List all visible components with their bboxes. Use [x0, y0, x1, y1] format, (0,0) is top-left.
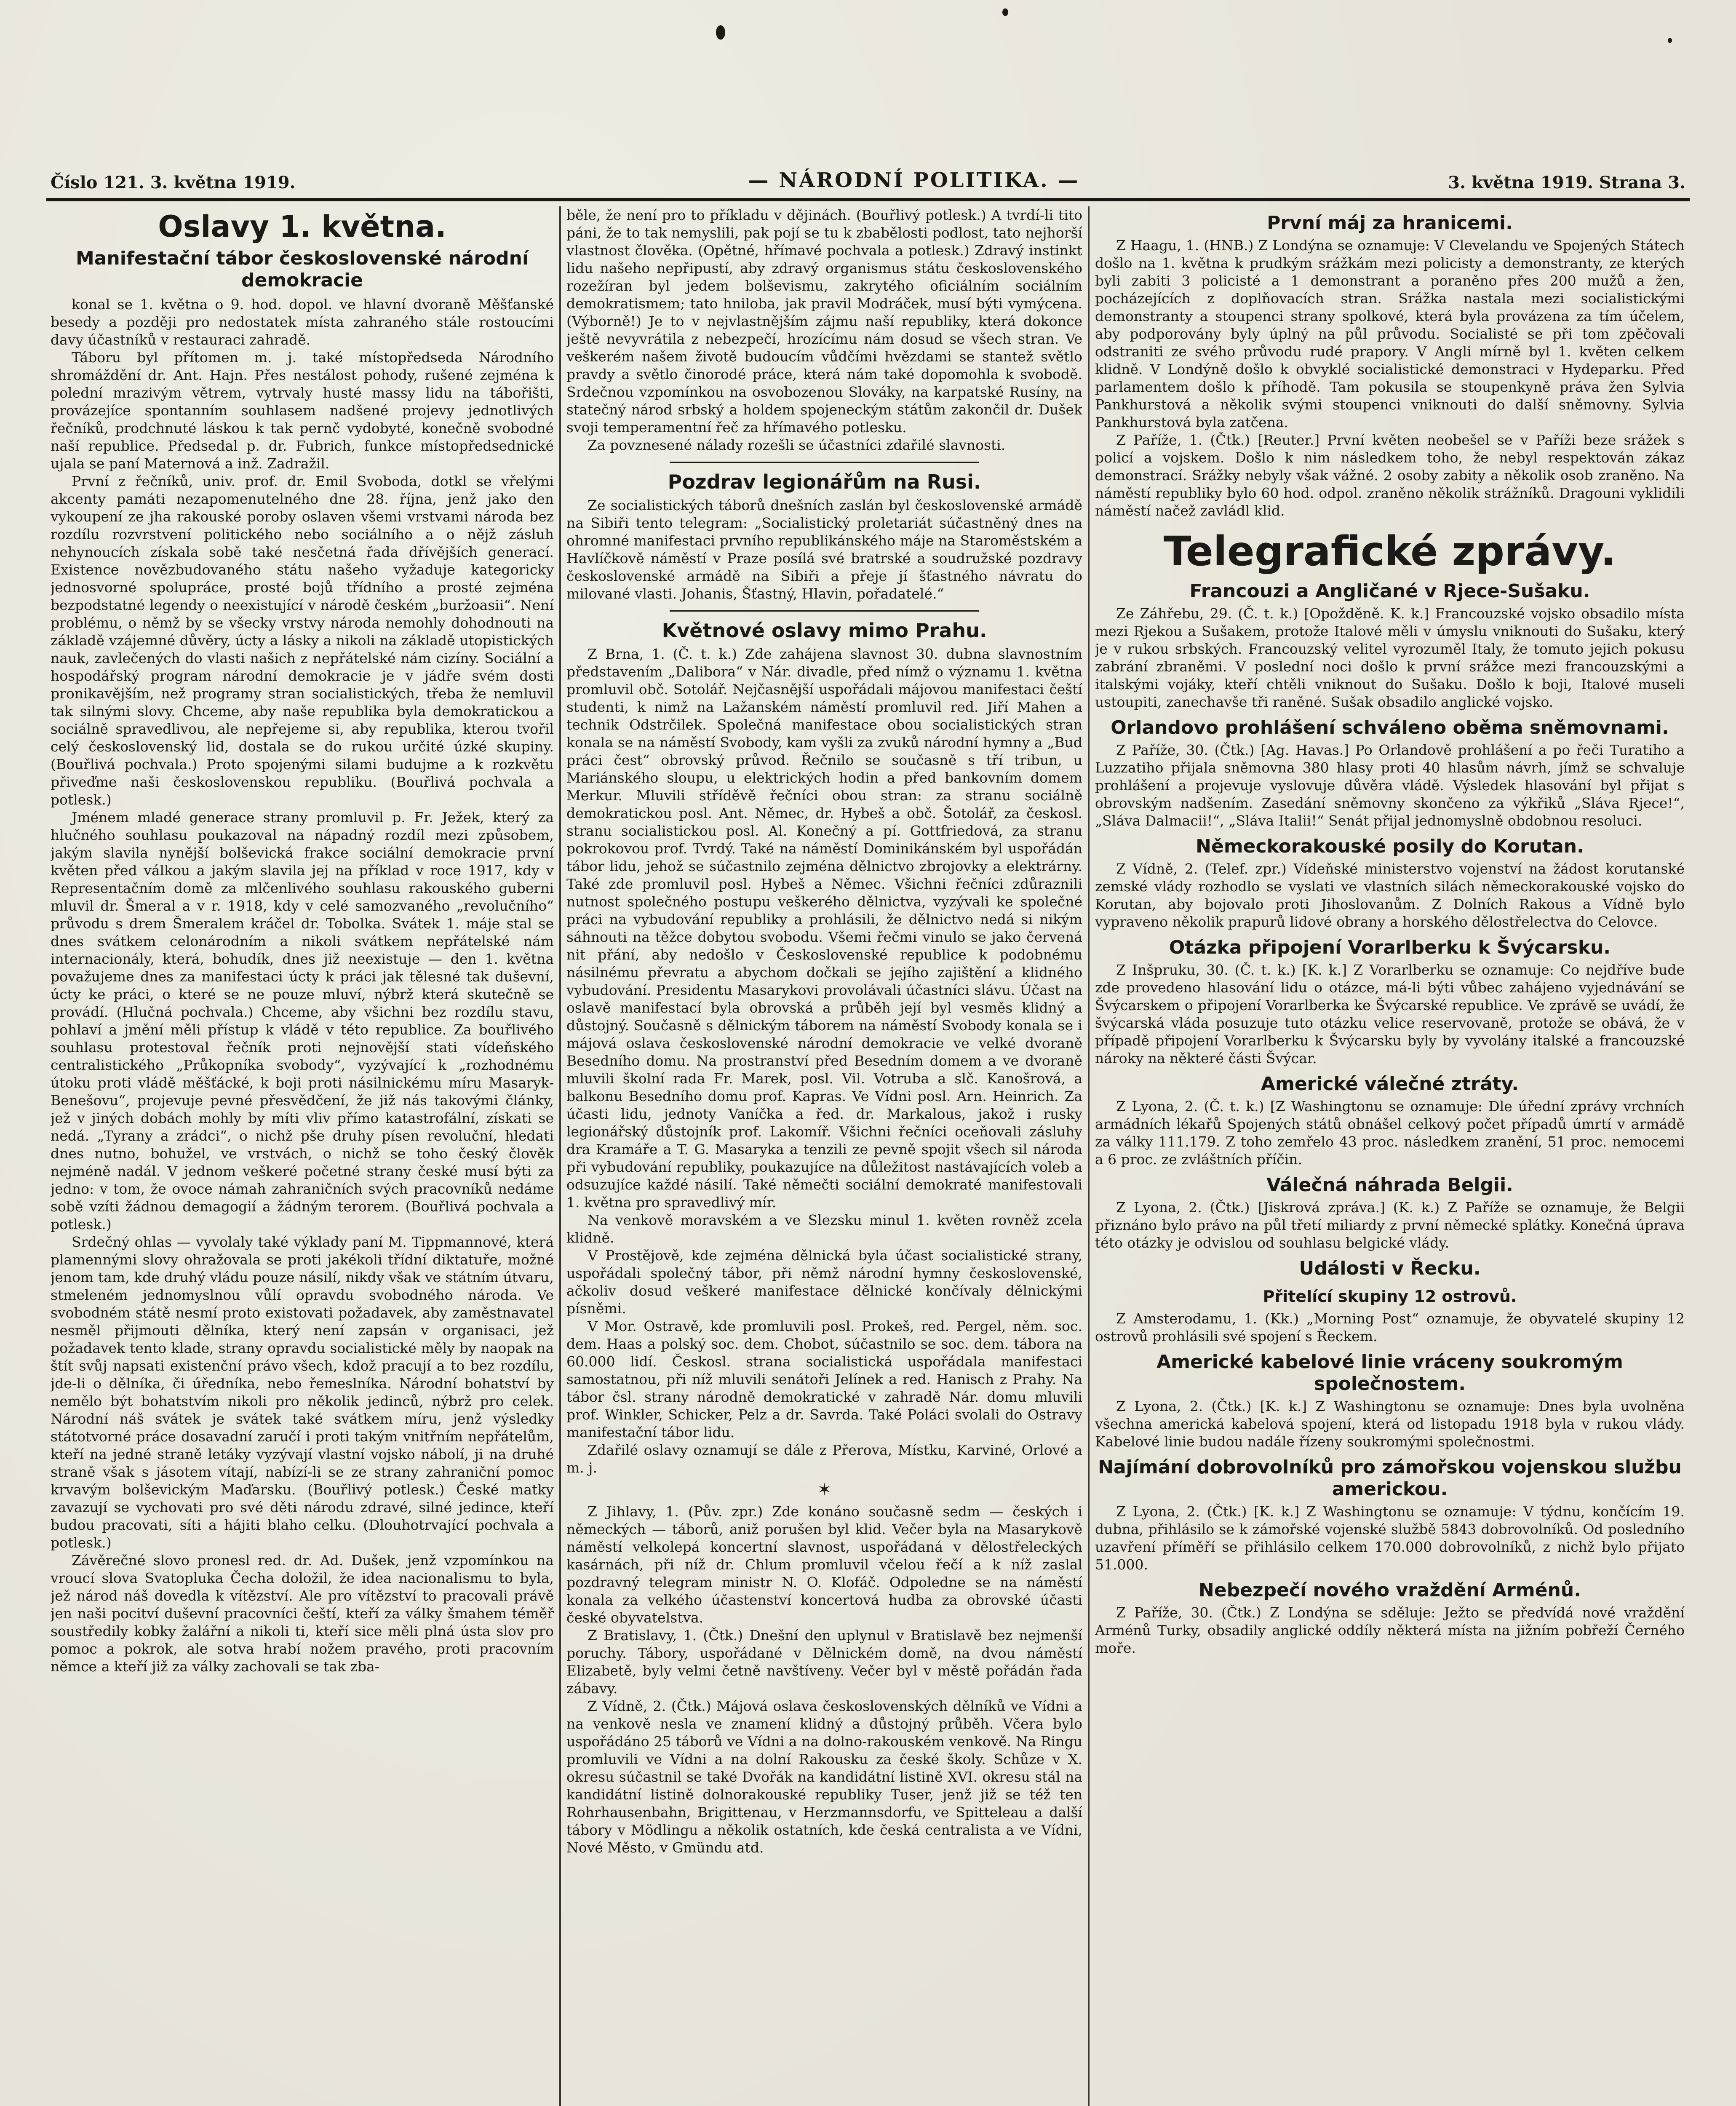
paragraph: Z Paříže, 1. (Čtk.) [Reuter.] První květen neobešel se v Paříži beze srážek s policí a vojskem. Došlo k nim následkem toho, že nebyl respektován zákaz demonstrací. Srážky nebyly však vážné. 2 osoby zabity a několik osob zraněno. Na náměstí republiky bylo 60 hod. odpol. zraněno několik strážníků. Dragouni vyklidili náměstí načež zavládl klid. [1095, 432, 1685, 519]
column-1 [51, 206, 554, 2106]
paragraph: Ze Záhřebu, 29. (Č. t. k.) [Opožděně. K. k.] Francouzské vojsko obsadilo místa mezi Rjekou a Sušakem, protože Italové měli v úmyslu vniknouti do Sušaku, který je v rukou srbských. Francouzský velitel vyrozuměl Italy, že tomuto jejich pokusu zabrání zbraněmi. V poslední noci došlo k první srážce mezi francouzskými a italskými vojáky, kteří chtěli vniknout do Sušaku. Došlo k boji, Italové museli ustoupiti, zanechavše tři raněné. Sušak obsadilo anglické vojsko. [1095, 605, 1685, 710]
article-subtitle: Přitelící skupiny 12 ostrovů. [1263, 1287, 1517, 1306]
article-subtitle: Manifestační tábor československé národní demokracie [75, 248, 529, 291]
paragraph: Z Jihlavy, 1. (Pův. zpr.) Zde konáno současně sedm — českých i německých — táborů, aniž porušen byl klid. Večer byla na Masarykově náměstí velkolepá koncertní slavnost, uspořádaná v dělostřeleckých kasárnách, při níž dr. Chlum promluvil včelou řečí a k níž zaslal pozdravný telegram ministr N. O. Klofáč. Odpoledne se na náměstí konala za velkého účastenství koncertová hudba za obrovské účasti české obyvatelstva. [566, 1503, 1082, 1626]
paragraph: Ze socialistických táborů dnešních zaslán byl československé armádě na Sibiři tento telegram: „Socialistický proletariát súčastněný dnes na ohromné manifestaci prvního republikánského máje na Staroměstském a Havlíčkově náměstí v Praze posílá své bratrské a soudružské pozdravy československé armádě na Sibiři a přeje jí šťastného návratu do milované vlasti. Johanis, Šťastný, Hlavin, pořadatelé.“ [566, 497, 1082, 602]
paragraph: Jménem mladé generace strany promluvil p. Fr. Ježek, který za hlučného souhlasu poukazoval na nápadný rozdíl mezi způsobem, jakým slavila nynější bolševická frakce sociální demokracie první květen před válkou a jakým slavila jej na příklad v roce 1917, kdy v Representačním domě za mlčenlivého souhlasu rakouského guberni mluvil dr. Šmeral a v r. 1918, kdy v celé samozvaného „revolučního“ průvodu s drem Šmeralem kráčel dr. Tobolka. Svátek 1. máje stal se dnes svátkem celonárodním a nikoli svátkem nepřátelské nám internacionály, která, bohudík, dnes již neexistuje — den 1. května považujeme dnes za manifestaci úcty k práci jak tělesné tak duševní, úcty ke práci, o které se ne pouze mluví, nýbrž která skutečně se provádí. (Hlučná pochvala.) Chceme, aby všichni bez rozdílu stavu, pohlaví a jmění měli přístup k vládě v této republice. Za bouřlivého souhlasu protestoval řečník proti nejnovější stati vídeňského centralistického „Průkopníka svobody“, vyzývající k „rozhodnému útoku proti vládě měšťácké, k boji proti násilnickému míru Masaryk-Benešovu“, projevuje pevné přesvědčení, že již nás takovými články, jež v jiných dobách mohly by míti vliv přímo katastrofální, získati se nedá. „Tyrany a zrádci“, o nichž pše druhy písen revoluční, hledati dnes nutno, bohužel, ve vrstvách, o nichž se toho český člověk nejméně nadál. V jednom veškeré početné strany české musí býti za jedno: v tom, že ovoce námah zahraničních svých pracovníků nedáme sobě vzíti žádnou demagogií a žádným terorem. (Bouřlivá pochvala a potlesk.) [51, 809, 554, 1232]
paragraph: Z Vídně, 2. (Čtk.) Májová oslava československých dělníků ve Vídni a na venkově nesla ve znamení klidný a důstojný průběh. Včera bylo uspořádáno 25 táborů ve Vídni a na dolno-rakouském venkově. Na Ringu promluvili ve Vídni a na dolní Rakousku za české školy. Schůze v X. okresu súčastnil se také Dvořák na kandidátní listině XVI. okresu stál na kandidátní listině dolnorakouské republiky Tuser, jenž již se též ten Rohrhausenbahn, Brigittenau, v Herzmannsdorfu, ve Spitteleau a další tábory v Mödlingu a několik ostatních, kde česká centralista a ve Vídni, Nové Město, v Gmündu atd. [566, 1698, 1082, 1856]
paragraph: Srdečný ohlas — vyvolaly také výklady paní M. Tippmannové, která plamennými slovy ohražovala se proti jakékoli třídní diktatuře, možné jenom tam, kde druhý vládu pouze násilí, nikdy však ve státním útvaru, stmeleném jednomyslnou vůlí opravdu svobodného národa. Ve svobodném státě nesmí proto existovati požadavek, aby zaměstnavatel nesměl přijmouti dělníka, který není zapsán v organisaci, jež požadavek tento klade, strany opravdu socialistické měly by naopak na štít svůj napsati existenční právo všech, kdož pracují a to bez rozdílu, jde-li o dělníka, či úředníka, nebo řemeslníka. Národní bohatství by nemělo být bohatstvím nikoli pro několik jedinců, nýbrž pro celek. Národní náš svátek je svátek také svátkem míru, jenž výsledky státotvorné práce dosavadní zaručí i proti takým vnitřním nepřátelům, kteří na jedné straně letáky vyzývají vlastní vojsko nábolí, ji na druhé straně však s jásotem vítají, nabízí-li se ze strany zahraniční pomoc krvavým bolševickým Maďarsku. (Bouřlivý potlesk.) České matky zavazují se vychovati pro své děti národu zdravé, silné jedince, kteří budou pracovati, síti a hájiti blaho celku. (Dlouhotrvající pochvala a potlesk.) [51, 1234, 554, 1551]
date-and-page: 3. května 1919. Strana 3. [1448, 173, 1685, 192]
paragraph: Z Brna, 1. (Č. t. k.) Zde zahájena slavnost 30. dubna slavnostním představením „Dalibora“ v Nár. divadle, před nímž o významu 1. května promluvil obč. Sotolář. Nejčasnější uspořádali májovou manifestaci čeští studenti, k nimž na Lažanském náměstí promluvil red. Jiří Mahen a technik Odstrčilek. Společná manifestace obou socialistických stran konala se na náměstí Svobody, kam vyšli za zvuků národní hymny a „Buď práci čest“ obrovský průvod. Řečnilo se současně s tří tribun, u Mariánského sloupu, u elektrických hodin a před bankovním domem Merkur. Mluvili stříděvě řečníci obou stran: za stranu sociálně demokratickou posl. Ant. Němec, dr. Hybeš a obč. Šotolář, za českosl. stranu socialistickou posl. Al. Konečný a pí. Gottfriedová, za stranu pokrokovou prof. Tvrdý. Také na náměstí Dominikánském byl uspořádán tábor lidu, jehož se súčastnilo zejména dělnictvo zbrojovky a elektrárny. Také zde promluvil posl. Hybeš a Němec. Všichni řečníci zdůraznili nutnost společného postupu veškerého dělnictva, vyzývali ke společné práci na vybudování republiky a prohlásili, že dělnictvo nedá si nikým sáhnouti na těžce dobytou svobodu. Všemi řečmi vinulo se jako červená nit přání, aby nedošlo v Československé republice k podobnému násilnému převratu a abychom dočkali se jejího zajištění a klidného vybudování. Presidentu Masarykovi provolávali účastníci slávu. Účast na oslavě manifestací byla obrovská a průběh její byl vesměs klidný a důstojný. Současně s dělnickým táborem na náměstí Svobody konala se i májová oslava československé národní demokracie ve velké dvoraně Besedního domu. Na prostranství před Besedním domem a ve dvoraně mluvili školní rada Fr. Marek, posl. Vil. Votruba a slč. Kanošrová, a balkonu Besedního domu prof. Kapras. Ve Vídni posl. Arn. Heinrich. Za účasti lidu, jednoty Vaníčka a řed. dr. Markalous, jakož i rusky legionářský důstojník prof. Lakomíř. Všichni řečníci oceňovali zásluhy dra Kramáře a T. G. Masaryka a tenzili ze pevně spojit všech sil národa při vybudování republiky, poukazujíce na důležitost nastávajících voleb a odsuzujíce každé násilí. Také němečti sociální demokraté manifestovali 1. května pro spravedlivý mír. [566, 646, 1082, 1211]
article-title: První máj za hranicemi. [1267, 212, 1513, 234]
paragraph: Z Lyona, 2. (Čtk.) [Jiskrová zpráva.] (K. k.) Z Paříže se oznamuje, že Belgii přiznáno bylo právo na půl třetí miliardy z první německé splátky. Konečná úprava této otázky je odvislou od souhlasu belgické vlády. [1095, 1199, 1685, 1251]
article-title: Události v Řecku. [1299, 1258, 1481, 1279]
article-title: Najímání dobrovolníků pro zámořskou vojenskou službu americkou. [1098, 1457, 1682, 1500]
issue-number: Číslo 121. 3. května 1919. [51, 173, 296, 192]
newspaper-masthead: — NÁRODNÍ POLITIKA. — [748, 168, 1080, 192]
paragraph: Z Vídně, 2. (Telef. zpr.) Vídeňské ministerstvo vojenství na žádost korutanské zemské vlády rozhodlo se vyslati ve vlastních silách německorakouské vojsko do Korutan, aby bojovalo proti Jihoslovanům. Z Dolních Rakous a Vídně bylo vypraveno několik prapurů lidové obrany a horského dělostřelectva do Celovce. [1095, 861, 1685, 930]
paragraph: konal se 1. května o 9. hod. dopol. ve hlavní dvoraně Měšťanské besedy a později pro nedostatek místa zahraného stále rostoucími davy účastníků v restauraci zahradě. [51, 296, 554, 348]
column-divider [559, 206, 561, 2106]
column-3 [1095, 206, 1685, 2106]
paragraph: V Mor. Ostravě, kde promluvili posl. Prokeš, red. Pergel, něm. soc. dem. Haas a polský soc. dem. Chobot, súčastnilo se soc. dem. tábora na 60.000 lidí. Českosl. strana socialistická uspořádala manifestaci samostatnou, při níž mluvili senátoři Jelínek a red. Hanisch z Prahy. Na tábor čsl. strany národně demokratické v zahradě Nár. domu mluvili prof. Winkler, Schicker, Pelz a dr. Savrda. Také Poláci svolali do Ostravy manifestační tábor lidu. [566, 1318, 1082, 1441]
article-title: Německorakouské posily do Korutan. [1196, 836, 1584, 857]
article-title: Válečná náhrada Belgii. [1266, 1174, 1513, 1196]
section-title: Telegrafické zprávy. [1163, 528, 1616, 575]
article-title: Americké kabelové linie vráceny soukromým společnostem. [1156, 1351, 1623, 1395]
scan-speck [1002, 8, 1008, 16]
article-title: Orlandovo prohlášení schváleno oběma sněmovnami. [1111, 717, 1669, 738]
paragraph: Z Lyona, 2. (Č. t. k.) [Z Washingtonu se oznamuje: Dle úřední zprávy vrchních armádních lékařů Spojených států obnášel celkový počet případů úmrtí v armádě za války 111.179. Z toho zemřelo 43 proc. následkem zranění, 51 proc. nemocemi a 6 proc. ze zvláštních příčin. [1095, 1098, 1685, 1168]
article-title: Oslavy 1. května. [158, 209, 446, 244]
paragraph: Z Lyona, 2. (Čtk.) [K. k.] Z Washingtonu se oznamuje: V týdnu, končícím 19. dubna, přihlásilo se k zámořské vojenské službě 5843 dobrovolníků. Od posledního uzavření příměří se přihlásilo celkem 170.000 dobrovolníků, z nichž bylo přijato 51.000. [1095, 1503, 1685, 1573]
paragraph: Z Lyona, 2. (Čtk.) [K. k.] Z Washingtonu se oznamuje: Dnes byla uvolněna všechna americká kabelová spojení, která od listopadu 1918 byla v rukou vlády. Kabelové linie budou nadále řízeny soukromými společnostmi. [1095, 1398, 1685, 1450]
paragraph: Závěrečné slovo pronesl red. dr. Ad. Dušek, jenž vzpomínkou na vroucí slova Svatopluka Čecha doložil, že idea nacionalismu to byla, jež národ náš dovedla k vítězství. Ale pro vítězství to pracovali právě jen naši pocitví duševní pracovníci čeští, kteří za války šmahem téměř soustředily kobky žalářní a nikoli ti, kteří sice měli plná ústa slov pro pomoc a pokrok, ale sotva hrabí nožem pravého, proti pracovním němce a kteří již za války zachovali se tak zba- [51, 1552, 554, 1675]
paragraph: Za povznesené nálady rozešli se účastníci zdařilé slavnosti. [588, 437, 1006, 453]
paragraph: běle, že není pro to příkladu v dějinách. (Bouřlivý potlesk.) A tvrdí-li tito páni, že to tak nemyslili, pak pojí se tu k zbabělosti podlost, tato nejhorší vlastnost člověka. (Opětné, hřímavé pochvala a potlesk.) Zdravý instinkt lidu našeho nepřipustí, aby zdravý organismus státu československého rozežíran byl jedem bolševismu, zakrytého oficiálním sociálním demokratismem; tato hniloba, jak pravil Modráček, musí býti vymýcena. (Výborně!) Je to v nejvlastnějším zájmu naší republiky, která dokonce ještě nevyvrátila z nebezpečí, hrozícímu nám dosud se všech stran. Ve veškerém našem životě budoucím vůdčími hvězdami se stantež světlo pravdy a světlo činorodé práce, která nám také dopomohla k svobodě. Srdečnou vzpomínkou na osvobozenou Slováky, na karpatské Rusíny, na statečný národ srbský a holdem spojeneckým státům zakončil dr. Dušek svoji temperamentní řeč za hřímavého potlesku. [566, 207, 1082, 436]
paragraph: Zdařilé oslavy oznamují se dále z Přerova, Místku, Karviné, Orlové a m. j. [566, 1442, 1082, 1476]
article-title: Nebezpečí nového vraždění Arménů. [1199, 1580, 1581, 1601]
paragraph: Z Inšpruku, 30. (Č. t. k.) [K. k.] Z Vorarlberku se oznamuje: Co nejdříve bude zde provedeno hlasování lidu o otázce, má-li býti vůbec zahájeno vyjednávání se Švýcarskem o připojení Vorarlberka ke Švýcarské republice. Ve zprávě se uvádí, že švýcarská vláda posuzuje tuto otázku velice reservovaně, protože se obává, že v případě připojení Vorarlberku k Švýcarsku byly by vyvolány italské a francouzské nároky na některé části Švýcar. [1095, 962, 1685, 1066]
column-2 [566, 206, 1082, 2106]
paragraph: Na venkově moravském a ve Slezsku minul 1. květen rovněž zcela klidně. [566, 1212, 1082, 1246]
header-rule [46, 198, 1690, 201]
article-title: Americké válečné ztráty. [1261, 1073, 1519, 1095]
paragraph: V Prostějově, kde zejména dělnická byla účast socialistické strany, uspořádali společný tábor, při němž národní hymny československé, ačkoliv dosud veškeré manifestace dělnické končívaly dělnickými písněmi. [566, 1247, 1082, 1317]
page-header [51, 168, 1685, 202]
paragraph: Z Haagu, 1. (HNB.) Z Londýna se oznamuje: V Clevelandu ve Spojených Státech došlo na 1. května k prudkým srážkám mezi policisty a demonstranty, ze kterých byli zabiti 3 policisté a 1 demonstrant a poraněno přes 200 mužů a žen, pocházejících z doplňovacích stran. Srážka nastala mezi socialistickými demonstranty a stoupenci strany spolkové, která byla provázena za tím účelem, aby podporovány byly úplný na půl průvodu. Socialisté se při tom zpěčovali odstraniti ze svého průvodu rudé prapory. V Angli mírně byl 1. květen celkem klidně. V Londýně došlo k obvyklé socialistické demonstraci v Hydeparku. Před parlamentem došlo k příhodě. Tam pokusila se stoupenkyně práva žen Sylvia Pankhurstová a několik svými stoupenci vniknouti do další sněmovny. Sylvia Pankhurstová byla zatčena. [1095, 237, 1685, 430]
scan-speck [716, 25, 725, 40]
article-title: Francouzi a Angličané v Rjece-Sušaku. [1189, 580, 1590, 602]
article-title: Otázka připojení Vorarlberku k Švýcarsku. [1169, 937, 1611, 958]
section-ornament: ✶ [817, 1480, 832, 1499]
paragraph: Z Paříže, 30. (Čtk.) Z Londýna se sděluje: Ježto se předvídá nové vraždění Arménů Turky, obsadily anglické oddíly některá místa na jižním pobřeží Černého moře. [1095, 1604, 1685, 1656]
paragraph: Z Paříže, 30. (Čtk.) [Ag. Havas.] Po Orlandově prohlášení a po řeči Turatiho a Luzzatiho přijala sněmovna 380 hlasy proti 40 hlasům návrh, jímž se schvaluje prohlášení a projevuje vyslovuje důvěra vládě. Výsledek hlasování byl přijat s obrovským nadšením. Zasedání sněmovny skončeno za výkřiků „Sláva Rjece!“, „Sláva Dalmacii!“, „Sláva Italii!“ Senát přijal jednomyslně obdobnou resoluci. [1095, 742, 1685, 829]
section-rule [670, 610, 979, 612]
paragraph: Z Amsterodamu, 1. (Kk.) „Morning Post“ oznamuje, že obyvatelé skupiny 12 ostrovů prohlásili své spojení s Řeckem. [1095, 1310, 1685, 1344]
column-divider [1088, 206, 1090, 2106]
paragraph: První z řečníků, univ. prof. dr. Emil Svoboda, dotkl se vřelými akcenty památi nezapomenutelného dne 28. října, jenž jako den vykoupení ze jha rakouské poroby oslaven všemi vrstvami národa bez rozdílu rozvrstvení politického nebo sociálního a o nějž zásluh nehynoucích získala sobě také nesčetná řada dřívějších generací. Existence novězbudovaného státu našeho vyžaduje kategoricky jednosvorné spolupráce, prosté bojů třídního a prosté zejména bezpodstatné legendy o neexistující v národě českém „buržoasii“. Není problému, o němž by se všecky vrstvy národa nemohly dohodnouti na základě vzájemné důvěry, úcty a lásky a nikoli na základě utopistických nauk, zavlečených do vlasti našich z nepřátelské nám cizíny. Sociální a hospodářský program národní demokracie je v jádře svém dosti pronikavějším, než programy stran socialistických, třeba že nemluvil tak silnými slovy. Chceme, aby naše republika byla demokratickou a sociálně spravedlivou, ale nepřejeme si, aby republika, kterou tvořil celý československý lid, dostala se do rukou určité úzké skupiny. (Bouřlivá pochvala.) Proto spojenými silami budujme a k rozkvětu přiveďme naši československou republiku. (Bouřlivá pochvala a potlesk.) [51, 473, 554, 808]
paragraph: Táboru byl přítomen m. j. také místopředseda Národního shromáždění dr. Ant. Hajn. Přes nestálost pohody, rušené zejména k polední mrazivým větrem, vytrvaly husté massy lidu na tábořišti, provázejíce spontanním souhlasem nadšené projevy jednotlivých řečníků, prodchnuté láskou k tak pernč vydobyté, konečně svobodné naší republice. Předsedal p. dr. Fubrich, funkce místopředsednické ujala se paní Maternová a inž. Zadražil. [51, 349, 554, 472]
section-rule [670, 462, 979, 463]
article-title: Pozdrav legionářům na Rusi. [668, 470, 981, 493]
paragraph: Z Bratislavy, 1. (Čtk.) Dnešní den uplynul v Bratislavě bez nejmenší poruchy. Tábory, uspořádané v Dělnickém domě, na dvou náměstí Elizabetě, byly velmi četně navštíveny. Večer byl v městě pořádán řada zábavy. [566, 1627, 1082, 1697]
article-title: Květnové oslavy mimo Prahu. [662, 619, 987, 642]
scan-speck [1668, 38, 1672, 43]
